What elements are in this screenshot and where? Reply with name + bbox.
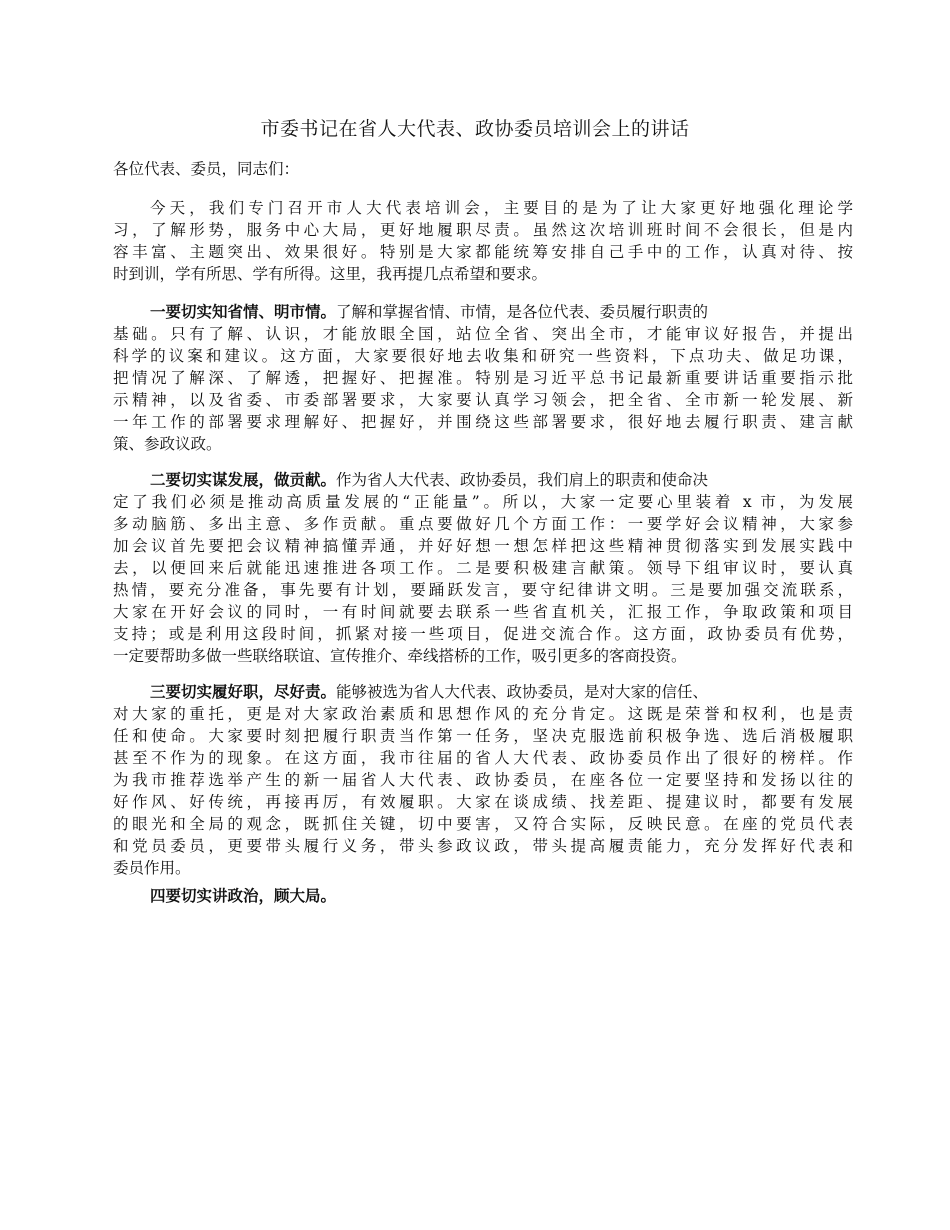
text-line: 定了我们必须是推动高质量发展的“正能量”。所以，大家一定要心里装着 x 市，为发展	[113, 493, 853, 511]
text-line: 和党员委员，更要带头履行义务，带头参政议政，带头提高履责能力，充分发挥好代表和	[113, 837, 853, 855]
text-line: 时到训，学有所思、学有所得。这里，我再提几点希望和要求。	[113, 265, 548, 283]
text-line: 多动脑筋、多出主意、多作贡献。重点要做好几个方面工作：一要学好会议精神，大家参	[113, 515, 853, 533]
text-line: 把情况了解深、了解透，把握好、把握准。特别是习近平总书记最新重要讲话重要指示批	[113, 369, 853, 387]
text-line	[113, 885, 853, 907]
text-run: 作为省人大代表、政协委员，我们肩上的职责和使命决	[336, 471, 709, 489]
text-line	[113, 469, 853, 491]
text-line: 基础。只有了解、认识，才能放眼全国，站位全省、突出全市，才能审议好报告，并提出	[113, 325, 853, 343]
salutation: 各位代表、委员，同志们：	[113, 160, 300, 178]
paragraph-point-4	[113, 885, 853, 907]
text-line: 容丰富、主题突出、效果很好。特别是大家都能统筹安排自己手中的工作，认真对待、按	[113, 243, 853, 261]
point-heading: 三要切实履好职，尽好责。	[150, 683, 337, 701]
text-line: 甚至不作为的现象。在这方面，我市往届的省人大代表、政协委员作出了很好的榜样。作	[113, 749, 853, 767]
text-line: 的眼光和全局的观念，既抓住关键，切中要害，又符合实际，反映民意。在座的党员代表	[113, 815, 853, 833]
text-line: 去，以便回来后就能迅速推进各项工作。二是要积极建言献策。领导下组审议时，要认真	[113, 559, 853, 577]
point-heading: 四要切实讲政治，顾大局。	[150, 887, 337, 905]
point-heading: 一要切实知省情、明市情。	[150, 303, 337, 321]
point-heading: 二要切实谋发展，做贡献。	[150, 471, 337, 489]
paragraph-point-2	[113, 469, 853, 667]
text-line: 一定要帮助多做一些联络联谊、宣传推介、牵线搭桥的工作，吸引更多的客商投资。	[113, 647, 687, 665]
text-line: 策、参政议政。	[113, 435, 222, 453]
text-line: 支持；或是利用这段时间，抓紧对接一些项目，促进交流合作。这方面，政协委员有优势，	[113, 625, 853, 643]
text-line: 任和使命。大家要时刻把履行职责当作第一任务，坚决克服选前积极争选、选后消极履职	[113, 727, 853, 745]
paragraph-point-3	[113, 681, 853, 879]
text-line: 加会议首先要把会议精神搞懂弄通，并好好想一想怎样把这些精神贯彻落实到发展实践中	[113, 537, 853, 555]
text-line: 科学的议案和建议。这方面，大家要很好地去收集和研究一些资料，下点功夫、做足功课，	[113, 347, 853, 365]
paragraph-intro	[113, 197, 853, 285]
text-line	[113, 301, 853, 323]
text-line: 今天，我们专门召开市人大代表培训会，主要目的是为了让大家更好地强化理论学	[150, 199, 853, 217]
text-line: 对大家的重托，更是对大家政治素质和思想作风的充分肯定。这既是荣誉和权利，也是责	[113, 705, 853, 723]
text-line: 大家在开好会议的同时，一有时间就要去联系一些省直机关，汇报工作，争取政策和项目	[113, 603, 853, 621]
text-run: 能够被选为省人大代表、政协委员，是对大家的信任、	[336, 683, 709, 701]
text-line: 委员作用。	[113, 859, 191, 877]
document-title: 市委书记在省人大代表、政协委员培训会上的讲话	[260, 118, 690, 140]
text-line: 习，了解形势，服务中心大局，更好地履职尽责。虽然这次培训班时间不会很长，但是内	[113, 221, 853, 239]
text-line: 热情，要充分准备，事先要有计划，要踊跃发言，要守纪律讲文明。三是要加强交流联系，	[113, 581, 853, 599]
text-line	[113, 681, 853, 703]
text-line: 一年工作的部署要求理解好、把握好，并围绕这些部署要求，很好地去履行职责、建言献	[113, 413, 853, 431]
text-line: 为我市推荐选举产生的新一届省人大代表、政协委员，在座各位一定要坚持和发扬以往的	[113, 771, 853, 789]
text-run: 了解和掌握省情、市情，是各位代表、委员履行职责的	[336, 303, 709, 321]
paragraph-point-1	[113, 301, 853, 455]
text-line: 示精神，以及省委、市委部署要求，大家要认真学习领会，把全省、全市新一轮发展、新	[113, 391, 853, 409]
text-line: 好作风、好传统，再接再厉，有效履职。大家在谈成绩、找差距、提建议时，都要有发展	[113, 793, 853, 811]
